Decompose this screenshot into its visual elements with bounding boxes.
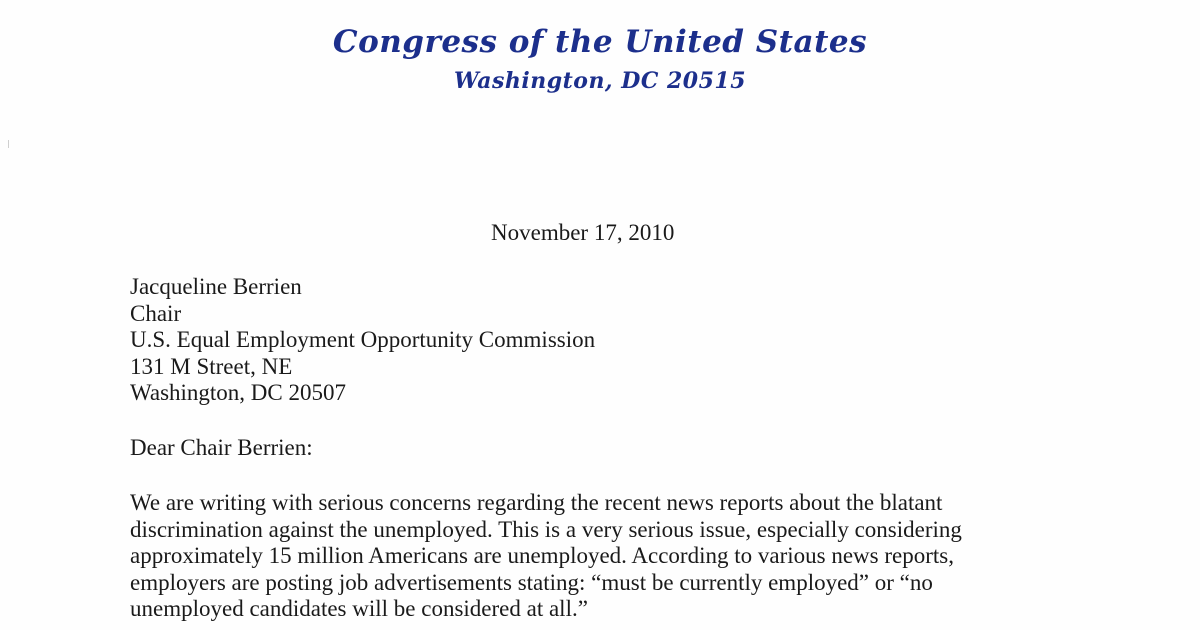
- paragraph-line: employers are posting job advertisements stating: “must be currently employed” or “no: [130, 569, 933, 595]
- body-paragraph: [130, 490, 1010, 623]
- paragraph-line: discrimination against the unemployed. This is a very serious issue, especially considering: [130, 516, 962, 542]
- letter-date: November 17, 2010: [491, 220, 675, 245]
- recipient-title: Chair: [130, 300, 182, 326]
- recipient-address-block: [130, 274, 595, 407]
- scan-edge-mark: [8, 140, 9, 148]
- recipient-organization: U.S. Equal Employment Opportunity Commission: [130, 327, 596, 352]
- recipient-street: 131 M Street, NE: [130, 353, 293, 379]
- paragraph-line: We are writing with serious concerns regarding the recent news reports about the blatant: [130, 490, 943, 515]
- paragraph-line: approximately 15 million Americans are unemployed. According to various news reports,: [130, 543, 954, 568]
- recipient-city: Washington, DC 20507: [130, 380, 347, 405]
- salutation: Dear Chair Berrien:: [130, 435, 313, 460]
- letterhead-title: Congress of the United States: [332, 24, 868, 60]
- paragraph-line: unemployed candidates will be considered at all.”: [130, 596, 588, 621]
- letterhead-address: Washington, DC 20515: [453, 68, 747, 94]
- recipient-name: Jacqueline Berrien: [130, 274, 302, 299]
